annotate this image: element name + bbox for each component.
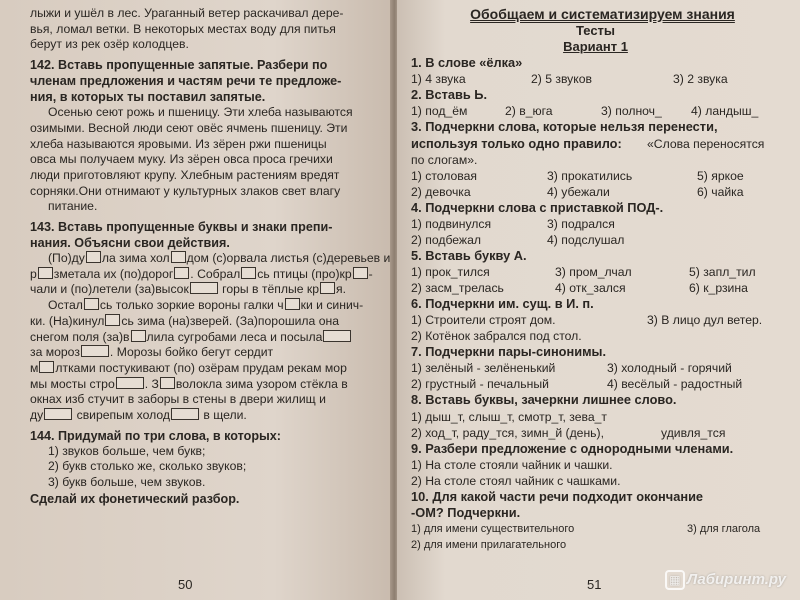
option: 5) яркое bbox=[697, 168, 744, 183]
text-line bbox=[30, 282, 380, 298]
blank-box bbox=[160, 377, 175, 389]
question-title: 9. Разбери предложение с однородными членами. bbox=[411, 440, 734, 456]
text-segment: дом (с)орвала листья (с)деревьев и bbox=[186, 251, 391, 266]
question-7 bbox=[411, 344, 780, 392]
question-1 bbox=[411, 55, 780, 87]
options-row bbox=[411, 360, 780, 376]
blank-box bbox=[81, 345, 109, 357]
variant-title: Вариант 1 bbox=[563, 39, 628, 54]
text-segment: волокла зима узором стёкла в bbox=[175, 376, 348, 391]
text-segment: . З bbox=[144, 376, 159, 391]
exercise-144 bbox=[30, 428, 380, 507]
option: 3) для глагола bbox=[687, 523, 761, 536]
text-line bbox=[30, 251, 391, 267]
option: 2) 5 звуков bbox=[531, 72, 592, 87]
option: 3) В лицо дул ветер. bbox=[647, 313, 763, 328]
text-segment: чали и (по)летели (за)высок bbox=[30, 282, 189, 297]
exercise-143 bbox=[30, 219, 391, 424]
question-8 bbox=[411, 392, 780, 440]
list-item: 2) букв столько же, сколько звуков; bbox=[48, 459, 247, 474]
list-item: 1) звуков больше, чем букв; bbox=[48, 443, 206, 458]
question-title-line bbox=[411, 136, 780, 152]
text-segment: Остал bbox=[48, 298, 83, 313]
question-title: используя только одно правило: bbox=[411, 135, 622, 151]
option: 3) 2 звука bbox=[673, 72, 728, 87]
text-segment: лтками постукивают (по) озёрам прудам рекам мор bbox=[55, 360, 347, 375]
options-row bbox=[411, 280, 780, 296]
blank-box bbox=[174, 267, 189, 279]
option: 2) ход_т, раду_тся, зимн_й (день), bbox=[411, 425, 604, 440]
option: 4) весёлый - радостный bbox=[607, 377, 743, 392]
question-title: 10. Для какой части речи подходит окончание bbox=[411, 488, 704, 504]
options-row bbox=[411, 521, 780, 537]
text-line bbox=[30, 298, 380, 314]
text-line bbox=[30, 377, 380, 393]
text-segment: лила сугробами леса и посыла bbox=[146, 329, 323, 344]
question-9 bbox=[411, 441, 780, 489]
labyrinth-logo-icon: ▦ bbox=[665, 570, 685, 590]
exercise-142 bbox=[30, 57, 380, 215]
option: 3) пром_лчал bbox=[555, 265, 632, 280]
text-segment: я. bbox=[336, 282, 347, 297]
option: 2) Котёнок забрался под стол. bbox=[411, 329, 582, 344]
text-segment: сь только зоркие вороны галки ч bbox=[99, 298, 284, 313]
question-title: 1. В слове «ёлка» bbox=[411, 55, 523, 70]
option: 2) для имени прилагательного bbox=[411, 539, 567, 552]
text-line bbox=[30, 314, 380, 330]
text-segment: - bbox=[368, 266, 373, 281]
text-line bbox=[30, 392, 380, 408]
option: 1) На столе стояли чайник и чашки. bbox=[411, 457, 613, 472]
text-segment: ла зима хол bbox=[101, 251, 170, 266]
text-line bbox=[30, 345, 380, 361]
option: 1) Строители строят дом. bbox=[411, 313, 556, 328]
text-segment: м bbox=[30, 360, 39, 375]
option: 4) подслушал bbox=[547, 232, 625, 247]
question-title: 8. Вставь буквы, зачеркни лишнее слово. bbox=[411, 392, 677, 408]
option: 3) подрался bbox=[547, 216, 615, 231]
blank-box bbox=[86, 251, 101, 263]
question-2 bbox=[411, 87, 780, 119]
options-row bbox=[411, 184, 780, 200]
blank-box bbox=[84, 298, 99, 310]
blank-box bbox=[171, 251, 186, 263]
option: 2) На столе стоял чайник с чашками. bbox=[411, 473, 621, 488]
exercise-title: 144. Придумай по три слова, в которых: bbox=[30, 428, 281, 443]
question-title: 6. Подчеркни им. сущ. в И. п. bbox=[411, 296, 594, 312]
text-segment: . Морозы бойко бегут сердит bbox=[109, 345, 274, 360]
text-line: хлеба называются яровыми. Из зёрен ржи пшеницы bbox=[30, 136, 327, 151]
options-row bbox=[411, 328, 780, 344]
right-page bbox=[397, 0, 800, 600]
question-title: 3. Подчеркни слова, которые нельзя перенести, bbox=[411, 119, 718, 135]
page-number: 51 bbox=[587, 577, 602, 592]
blank-box bbox=[105, 314, 120, 326]
option: 1) прок_тился bbox=[411, 265, 490, 280]
question-title: 7. Подчеркни пары-синонимы. bbox=[411, 344, 607, 360]
text-line: овса мы получаем муку. Из зёрен овса проса гречихи bbox=[30, 152, 333, 167]
text-segment: ки. (На)кинул bbox=[30, 313, 105, 328]
intro-paragraph bbox=[30, 6, 380, 53]
option: 1) столовая bbox=[411, 168, 478, 183]
text-line: люди приготовляют крупу. Хлебным растениям вредят bbox=[30, 167, 340, 182]
option: 1) зелёный - зелёненький bbox=[411, 361, 556, 376]
text-segment: зметала их (по)дорог bbox=[53, 266, 174, 281]
exercise-title: нания. Объясни свои действия. bbox=[30, 236, 230, 251]
option: 1) 4 звука bbox=[411, 72, 466, 87]
rule-text: по слогам». bbox=[411, 152, 478, 167]
option: 2) подбежал bbox=[411, 232, 481, 247]
text-segment: мы мосты стро bbox=[30, 376, 115, 391]
options-row bbox=[411, 425, 780, 441]
options-row bbox=[411, 457, 780, 473]
blank-box bbox=[353, 267, 368, 279]
blank-box bbox=[44, 408, 72, 420]
text-line: Осенью сеют рожь и пшеницу. Эти хлеба называются bbox=[48, 105, 353, 120]
text-line: озимыми. Весной люди сеют овёс ячмень пшеницу. Эти bbox=[30, 120, 348, 135]
options-row bbox=[411, 537, 780, 553]
rule-continuation bbox=[411, 152, 780, 168]
text-segment: в щели. bbox=[200, 408, 247, 423]
blank-box bbox=[116, 377, 144, 389]
question-title: 2. Вставь Ь. bbox=[411, 87, 488, 103]
text-line: питание. bbox=[48, 199, 98, 214]
page-number: 50 bbox=[178, 577, 193, 592]
option: 1) под_ём bbox=[411, 104, 468, 119]
options-row bbox=[411, 216, 780, 232]
blank-box bbox=[39, 361, 54, 373]
text-segment: ки и синич- bbox=[300, 298, 364, 313]
tests-title: Тесты bbox=[575, 23, 616, 38]
text-segment: ду bbox=[30, 408, 44, 423]
watermark bbox=[665, 570, 786, 590]
text-segment: горы в тёплые кр bbox=[218, 282, 320, 297]
blank-box bbox=[320, 282, 335, 294]
left-page bbox=[0, 0, 392, 600]
exercise-title: членам предложения и частям речи те предложе- bbox=[30, 74, 342, 89]
option: 2) грустный - печальный bbox=[411, 377, 549, 392]
text-segment: сь птицы (про)кр bbox=[257, 266, 352, 281]
option: 4) убежали bbox=[547, 184, 610, 199]
blank-box bbox=[190, 282, 218, 294]
option: 1) подвинулся bbox=[411, 216, 492, 231]
options-row bbox=[411, 409, 780, 425]
text-line bbox=[30, 361, 380, 377]
question-title: 4. Подчеркни слова с приставкой ПОД-. bbox=[411, 199, 664, 215]
option: 6) чайка bbox=[697, 184, 744, 199]
blank-box bbox=[38, 267, 53, 279]
text-line: лыжи и ушёл в лес. Ураганный ветер раскачивал дере- bbox=[30, 6, 344, 20]
option: 6) к_рзина bbox=[689, 281, 748, 296]
option: 3) холодный - горячий bbox=[607, 361, 732, 376]
option: 4) ландыш_ bbox=[691, 104, 759, 119]
option: 1) для имени существительного bbox=[411, 523, 575, 536]
exercise-title: ния, в которых ты поставил запятые. bbox=[30, 90, 266, 105]
blank-box bbox=[323, 330, 351, 342]
exercise-title: 142. Вставь пропущенные запятые. Разбери по bbox=[30, 58, 328, 73]
watermark-text: Лабиринт.ру bbox=[686, 571, 786, 588]
question-title: -ОМ? Подчеркни. bbox=[411, 505, 521, 521]
question-6 bbox=[411, 296, 780, 344]
exercise-title: 143. Вставь пропущенные буквы и знаки препи- bbox=[30, 220, 333, 235]
option: 4) отк_зался bbox=[555, 281, 626, 296]
options-row bbox=[411, 71, 780, 87]
question-title: 5. Вставь букву А. bbox=[411, 247, 527, 263]
text-segment: . Собрал bbox=[190, 266, 241, 281]
options-row bbox=[411, 264, 780, 280]
option: 3) полноч_ bbox=[601, 104, 662, 119]
option: 5) запл_тил bbox=[689, 265, 756, 280]
section-heading: Обобщаем и систематизируем знания bbox=[470, 6, 735, 22]
text-line bbox=[30, 267, 380, 283]
option: 3) прокатились bbox=[547, 168, 633, 183]
text-line: вья, ломал ветки. В некоторых местах воду для питья bbox=[30, 21, 336, 36]
options-row bbox=[411, 232, 780, 248]
question-10 bbox=[411, 489, 780, 553]
question-3 bbox=[411, 119, 780, 199]
options-row bbox=[411, 312, 780, 328]
options-row bbox=[411, 103, 780, 119]
option: 2) девочка bbox=[411, 184, 471, 199]
exercise-footer: Сделай их фонетический разбор. bbox=[30, 491, 240, 506]
text-segment: снегом поля (за)в bbox=[30, 329, 130, 344]
list-item: 3) букв больше, чем звуков. bbox=[48, 475, 206, 490]
text-line: берут из рек озёр колодцев. bbox=[30, 37, 189, 52]
text-segment: (По)ду bbox=[48, 251, 85, 266]
blank-box bbox=[241, 267, 256, 279]
blank-box bbox=[285, 298, 300, 310]
options-row bbox=[411, 168, 780, 184]
text-segment: р bbox=[30, 266, 37, 281]
text-line bbox=[30, 330, 380, 346]
text-segment: сь зима (на)зверей. (За)порошила она bbox=[121, 313, 339, 328]
option: 1) дыш_т, слыш_т, смотр_т, зева_т bbox=[411, 409, 608, 424]
blank-box bbox=[171, 408, 199, 420]
text-line: сорняки.Они отнимают у культурных злаков свет влагу bbox=[30, 183, 341, 198]
options-row bbox=[411, 473, 780, 489]
question-5 bbox=[411, 248, 780, 296]
text-segment: окнах изб стучит в заборы в стены в двери жилищ и bbox=[30, 392, 326, 407]
option: удивля_тся bbox=[661, 425, 726, 440]
text-segment: за мороз bbox=[30, 345, 80, 360]
option: 2) в_юга bbox=[505, 104, 553, 119]
text-line bbox=[30, 408, 380, 424]
options-row bbox=[411, 376, 780, 392]
rule-text: «Слова переносятся bbox=[647, 136, 765, 151]
text-segment: свирепым холод bbox=[73, 408, 170, 423]
question-4 bbox=[411, 200, 780, 248]
blank-box bbox=[131, 330, 146, 342]
option: 2) засм_трелась bbox=[411, 281, 504, 296]
